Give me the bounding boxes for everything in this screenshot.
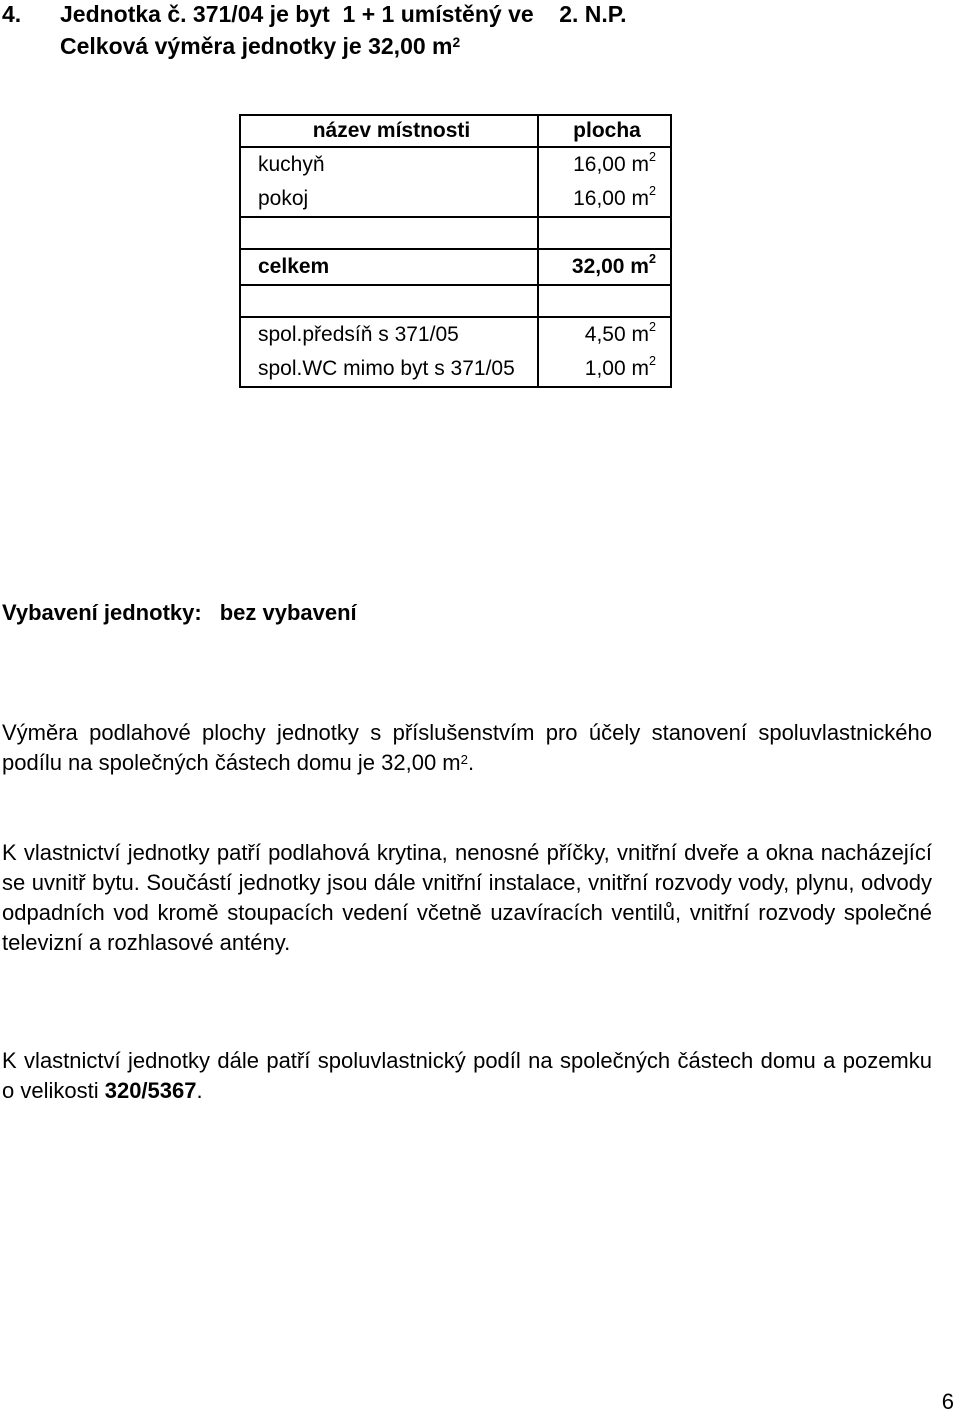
table-blank-row	[240, 285, 671, 317]
heading-line-1: Jednotka č. 371/04 je byt 1 + 1 umístěný ve 2. N.P.	[60, 1, 627, 27]
room-area: 16,00 $m^2$	[538, 182, 671, 217]
heading-area-superscript: 2	[452, 35, 461, 50]
unit-heading	[2, 0, 902, 68]
room-name: pokoj	[240, 182, 538, 217]
heading-line-2	[60, 30, 460, 62]
share-paragraph: K vlastnictví jednotky dále patří spoluvlastnický podíl na společných částech domu a pozemku o velikosti 320/5367.	[2, 1048, 932, 1103]
room-area: 16,00 $m^2$	[538, 147, 671, 182]
shared-room-area: 4,50 $m^2$	[538, 317, 671, 352]
equipment-label: Vybavení jednotky:	[2, 600, 202, 625]
room-name: kuchyň	[240, 147, 538, 182]
total-label: celkem	[240, 249, 538, 285]
table-header-row	[240, 115, 671, 147]
header-area: plocha	[538, 115, 671, 147]
total-area: 32,00 $m^2$	[538, 249, 671, 285]
table-row	[240, 147, 671, 182]
equipment-line	[2, 598, 357, 628]
table-row	[240, 352, 671, 387]
floor-area-paragraph: Výměra podlahové plochy jednotky s příslušenstvím pro účely stanovení spoluvlastnického podílu na společných částech domu je 32,00 $m^2$.	[2, 720, 932, 775]
section-number: 4.	[2, 1, 22, 27]
shared-room-area: 1,00 $m^2$	[538, 352, 671, 387]
table-row	[240, 317, 671, 352]
heading-total-area: Celková výměra jednotky je 32,00 m	[60, 33, 453, 59]
share-value: 320/5367	[104, 1078, 197, 1103]
page-number: 6	[941, 1389, 954, 1414]
table-total-row	[240, 249, 671, 285]
header-room-name: název místnosti	[240, 115, 538, 147]
equipment-value: bez vybavení	[219, 600, 357, 625]
table-blank-row	[240, 217, 671, 249]
ownership-paragraph: K vlastnictví jednotky patří podlahová krytina, nenosné příčky, vnitřní dveře a okna nacházející se uvnitř bytu. Součástí jednotky jsou dále vnitřní instalace, vnitřní rozvody vody, plynu, odvody odpadních vod kromě stoupacích vedení včetně uzavíracích ventilů, vnitřní rozvody společné televizní a rozhlasové antény.	[2, 840, 932, 955]
shared-room-name: spol.předsíň s 371/05	[240, 317, 538, 352]
shared-room-name: spol.WC mimo byt s 371/05	[240, 352, 538, 387]
room-area-table	[239, 114, 672, 388]
table-row	[240, 182, 671, 217]
